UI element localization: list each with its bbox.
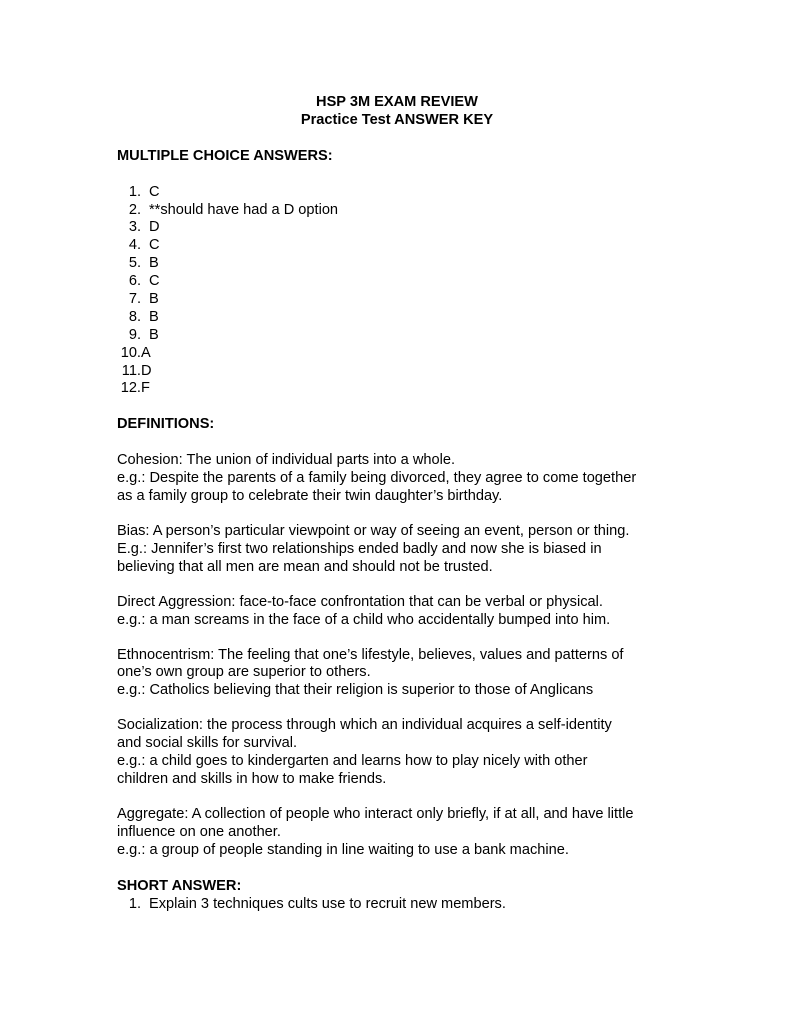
item-number: 5. <box>128 255 141 272</box>
short-answer-item <box>117 896 677 914</box>
definition-line: e.g.: a child goes to kindergarten and learns how to play nicely with other <box>117 753 588 770</box>
item-number: 6. <box>128 273 141 290</box>
list-item <box>117 309 677 327</box>
list-item <box>117 291 677 309</box>
item-answer: C <box>149 273 160 290</box>
definition-line: and social skills for survival. <box>117 735 298 752</box>
definition-line: Cohesion: The union of individual parts into a whole. <box>117 452 456 469</box>
list-item <box>117 380 677 398</box>
item-answer: D <box>141 362 152 379</box>
definition-line: e.g.: Despite the parents of a family being divorced, they agree to come together <box>117 470 637 487</box>
item-number: 2. <box>128 201 141 218</box>
item-number: 4. <box>128 237 141 254</box>
item-number: 1. <box>128 183 141 200</box>
item-number: 11. <box>121 362 141 379</box>
definition-direct-aggression <box>117 594 677 630</box>
definition-line: children and skills in how to make friends. <box>117 770 387 787</box>
title-block <box>117 94 677 130</box>
list-item <box>117 202 677 220</box>
item-number: 7. <box>128 291 141 308</box>
list-item <box>117 327 677 345</box>
definition-line: believing that all men are mean and should not be trusted. <box>117 558 493 575</box>
item-answer: B <box>149 326 159 343</box>
item-answer: A <box>141 344 151 361</box>
definition-line: Ethnocentrism: The feeling that one’s lifestyle, believes, values and patterns of <box>117 646 624 663</box>
definition-line: as a family group to celebrate their twin daughter’s birthday. <box>117 488 503 505</box>
item-number: 1. <box>128 895 141 912</box>
definition-line: E.g.: Jennifer’s first two relationships ended badly and now she is biased in <box>117 540 602 557</box>
list-item <box>117 273 677 291</box>
definition-ethnocentrism <box>117 647 677 701</box>
document-content <box>117 94 677 913</box>
short-answer-question: Explain 3 techniques cults use to recruit new members. <box>149 895 506 912</box>
definition-line: influence on one another. <box>117 823 281 840</box>
item-number: 9. <box>128 326 141 343</box>
definition-line: Aggregate: A collection of people who interact only briefly, if at all, and have little <box>117 805 634 822</box>
definition-line: Bias: A person’s particular viewpoint or way of seeing an event, person or thing. <box>117 523 630 539</box>
document-subtitle: Practice Test ANSWER KEY <box>300 111 494 128</box>
item-answer: B <box>149 255 159 272</box>
list-item <box>117 345 677 363</box>
item-answer: **should have had a D option <box>149 201 339 218</box>
item-number: 10. <box>120 344 141 361</box>
item-number: 3. <box>128 219 141 236</box>
multiple-choice-list <box>117 184 677 399</box>
definitions-heading: DEFINITIONS: <box>117 416 215 433</box>
list-item <box>117 237 677 255</box>
item-answer: D <box>149 219 160 236</box>
item-answer: B <box>149 291 159 308</box>
item-answer: C <box>149 237 160 254</box>
definition-line: e.g.: a man screams in the face of a child who accidentally bumped into him. <box>117 611 611 628</box>
item-number: 12. <box>120 380 141 397</box>
definition-socialization <box>117 717 677 789</box>
definition-line: e.g.: Catholics believing that their religion is superior to those of Anglicans <box>117 682 594 699</box>
multiple-choice-heading: MULTIPLE CHOICE ANSWERS: <box>117 147 333 164</box>
definition-line: e.g.: a group of people standing in line waiting to use a bank machine. <box>117 841 569 858</box>
list-item <box>117 255 677 273</box>
definition-line: Direct Aggression: face-to-face confrontation that can be verbal or physical. <box>117 593 603 610</box>
definition-bias <box>117 523 677 577</box>
short-answer-heading: SHORT ANSWER: <box>117 877 242 894</box>
item-answer: C <box>149 183 160 200</box>
item-number: 8. <box>128 308 141 325</box>
list-item <box>117 219 677 237</box>
list-item <box>117 363 677 381</box>
item-answer: B <box>149 308 159 325</box>
item-answer: F <box>141 380 150 397</box>
document-title: HSP 3M EXAM REVIEW <box>316 94 478 110</box>
list-item <box>117 184 677 202</box>
definition-line: one’s own group are superior to others. <box>117 664 371 681</box>
definition-line: Socialization: the process through which an individual acquires a self-identity <box>117 717 612 734</box>
definition-aggregate <box>117 806 677 860</box>
definition-cohesion <box>117 452 677 506</box>
